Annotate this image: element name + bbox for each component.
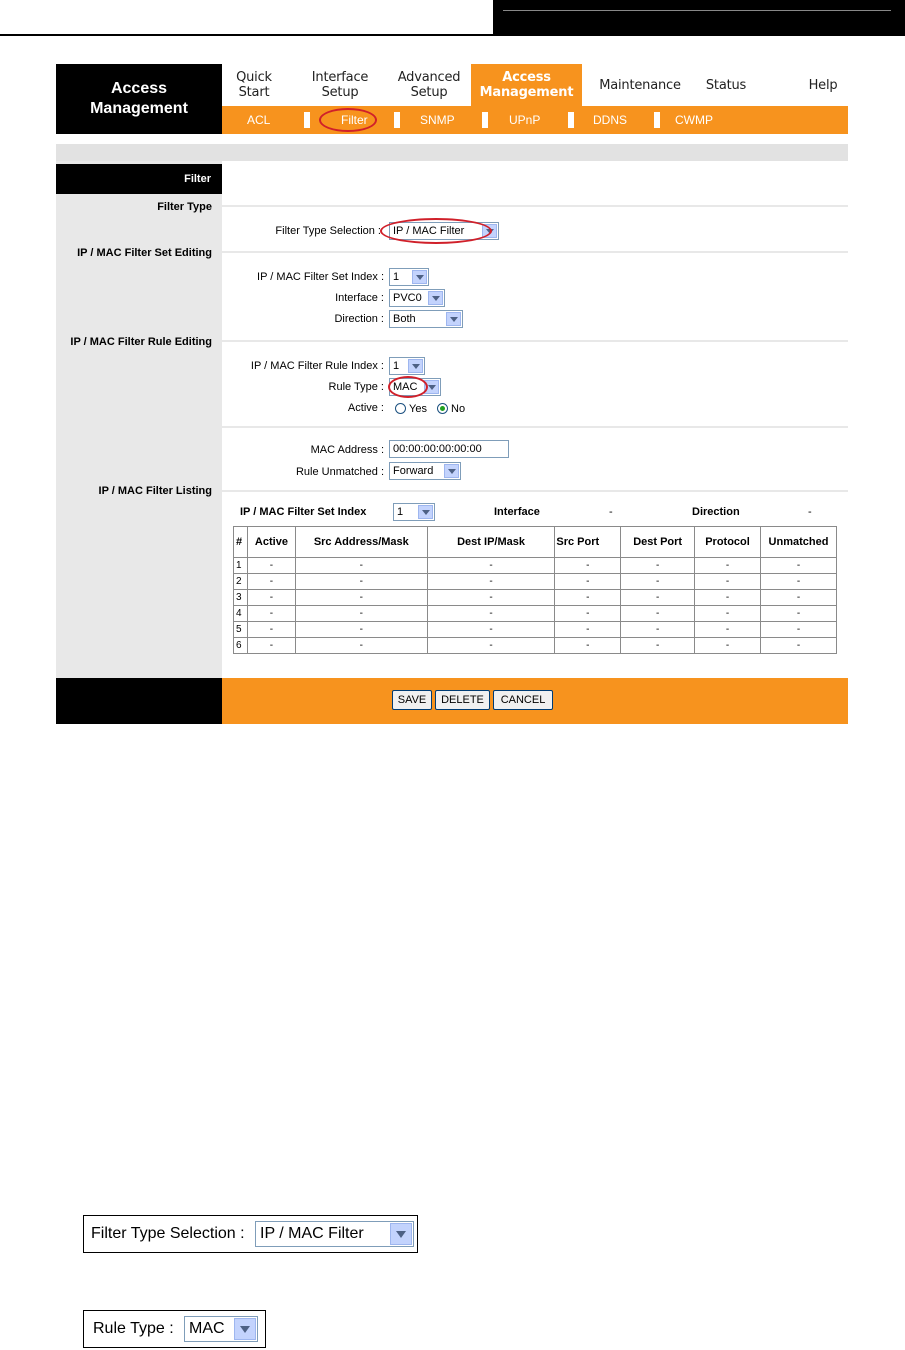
nav-maintenance[interactable]: Maintenance — [599, 78, 681, 93]
table-cell: - — [295, 590, 427, 606]
brand-line-1: Access — [110, 80, 168, 97]
table-cell: - — [295, 558, 427, 574]
top-black-block — [493, 0, 905, 36]
table-cell: - — [247, 590, 295, 606]
col-header: Active — [247, 527, 295, 558]
filter-type-label: Filter Type Selection : — [275, 225, 381, 237]
table-row — [234, 590, 837, 606]
subnav-separator — [654, 112, 660, 128]
chevron-down-icon — [428, 291, 443, 305]
table-cell: - — [621, 558, 695, 574]
table-cell: - — [247, 638, 295, 654]
highlight-oval-filter-type — [380, 218, 492, 244]
table-cell: - — [695, 590, 761, 606]
section-divider — [222, 340, 848, 342]
left-header-filter: Filter — [56, 164, 222, 194]
top-inner-rule — [503, 10, 891, 11]
section-divider — [222, 205, 848, 207]
subnav-snmp[interactable]: SNMP — [420, 113, 455, 127]
table-cell: - — [760, 638, 836, 654]
listing-direction-label: Direction — [692, 506, 740, 518]
table-cell: - — [427, 574, 555, 590]
table-cell: - — [695, 558, 761, 574]
table-cell: 2 — [234, 574, 248, 590]
active-label: Active : — [347, 402, 384, 414]
table-cell: - — [621, 622, 695, 638]
table-cell: - — [621, 638, 695, 654]
nav-advanced-setup[interactable]: Advanced Setup — [397, 70, 461, 100]
brand-line-2: Management — [90, 100, 188, 117]
table-cell: - — [427, 606, 555, 622]
table-cell: 4 — [234, 606, 248, 622]
col-header: Protocol — [695, 527, 761, 558]
table-cell: - — [760, 622, 836, 638]
callout-rule-type-label: Rule Type : — [93, 1320, 174, 1337]
router-ui — [56, 64, 848, 724]
chevron-down-icon — [446, 312, 461, 326]
listing-interface-label: Interface — [494, 506, 540, 518]
callout-filter-type-label: Filter Type Selection : — [91, 1225, 245, 1242]
active-yes-label: Yes — [409, 403, 427, 415]
table-cell: - — [247, 558, 295, 574]
table-cell: 3 — [234, 590, 248, 606]
table-cell: - — [247, 622, 295, 638]
table-cell: - — [760, 574, 836, 590]
filter-listing-table — [233, 526, 837, 654]
table-cell: - — [427, 590, 555, 606]
chevron-down-icon — [418, 505, 433, 519]
chevron-down-icon — [234, 1318, 256, 1340]
section-divider — [222, 490, 848, 492]
listing-set-index-label: IP / MAC Filter Set Index — [240, 506, 367, 518]
subnav-filter[interactable]: Filter — [341, 113, 368, 127]
section-divider — [222, 251, 848, 253]
brand-title — [56, 64, 222, 134]
table-cell: - — [555, 590, 621, 606]
active-no-radio[interactable] — [437, 403, 448, 414]
rule-type-select[interactable]: MAC — [389, 378, 441, 396]
table-cell: - — [695, 638, 761, 654]
table-cell: - — [621, 606, 695, 622]
table-cell: - — [295, 638, 427, 654]
section-divider — [222, 426, 848, 428]
active-no-label: No — [451, 403, 466, 415]
col-header: Dest Port — [621, 527, 695, 558]
filter-type-select[interactable]: IP / MAC Filter — [389, 222, 499, 240]
table-header-row — [234, 527, 837, 558]
table-cell: - — [555, 622, 621, 638]
table-row — [234, 574, 837, 590]
table-cell: - — [427, 638, 555, 654]
chevron-down-icon — [390, 1223, 412, 1245]
mac-address-input[interactable]: 00:00:00:00:00:00 — [389, 440, 509, 458]
subnav-ddns[interactable]: DDNS — [593, 113, 628, 127]
callout-rule-type-select: MAC — [184, 1316, 258, 1342]
table-cell: - — [555, 574, 621, 590]
table-cell: 6 — [234, 638, 248, 654]
listing-direction-value: - — [808, 506, 812, 518]
subnav-separator — [482, 112, 488, 128]
save-button[interactable]: SAVE — [392, 690, 432, 710]
table-cell: - — [555, 638, 621, 654]
table-cell: - — [295, 606, 427, 622]
table-row — [234, 638, 837, 654]
col-header: Unmatched — [760, 527, 836, 558]
chevron-down-icon — [408, 359, 423, 373]
table-cell: - — [247, 574, 295, 590]
delete-button[interactable]: DELETE — [435, 690, 490, 710]
mac-address-label: MAC Address : — [310, 444, 384, 456]
nav-status[interactable]: Status — [705, 78, 747, 93]
subnav-separator — [304, 112, 310, 128]
table-row — [234, 558, 837, 574]
spacer-bar — [56, 144, 848, 161]
section-listing: IP / MAC Filter Listing — [98, 485, 212, 497]
table-cell: - — [247, 606, 295, 622]
table-cell: - — [760, 590, 836, 606]
subnav-acl[interactable]: ACL — [247, 113, 271, 127]
highlight-oval-rule-type — [388, 376, 428, 398]
section-filter-type: Filter Type — [157, 201, 212, 213]
table-cell: - — [621, 574, 695, 590]
table-cell: - — [295, 574, 427, 590]
listing-set-index-select[interactable]: 1 — [393, 503, 435, 521]
set-index-select[interactable]: 1 — [389, 268, 429, 286]
rule-type-label: Rule Type : — [328, 381, 384, 393]
subnav-separator — [394, 112, 400, 128]
sub-nav — [222, 106, 848, 134]
callout-filter-type — [83, 1215, 418, 1253]
callout-rule-type — [83, 1310, 266, 1348]
section-rule-editing: IP / MAC Filter Rule Editing — [70, 336, 212, 348]
table-cell: - — [695, 606, 761, 622]
direction-label: Direction : — [334, 313, 384, 325]
nav-interface-setup[interactable]: Interface Setup — [311, 70, 369, 100]
col-header: Src Port — [555, 527, 621, 558]
table-cell: - — [760, 606, 836, 622]
table-cell: - — [760, 558, 836, 574]
chevron-down-icon — [444, 464, 459, 478]
nav-quick-start[interactable]: Quick Start — [236, 70, 272, 100]
subnav-upnp[interactable]: UPnP — [509, 113, 541, 127]
active-yes-radio[interactable] — [395, 403, 406, 414]
section-set-editing: IP / MAC Filter Set Editing — [77, 247, 212, 259]
set-index-label: IP / MAC Filter Set Index : — [257, 271, 384, 283]
table-cell: - — [427, 622, 555, 638]
main-nav — [222, 64, 848, 106]
table-cell: - — [695, 574, 761, 590]
rule-index-label: IP / MAC Filter Rule Index : — [250, 360, 384, 372]
col-header: # — [234, 527, 248, 558]
table-cell: - — [427, 558, 555, 574]
table-cell: 5 — [234, 622, 248, 638]
table-row — [234, 606, 837, 622]
col-header: Src Address/Mask — [295, 527, 427, 558]
table-row — [234, 622, 837, 638]
rule-unmatched-select[interactable]: Forward — [389, 462, 461, 480]
listing-interface-value: - — [609, 506, 613, 518]
cancel-button[interactable]: CANCEL — [493, 690, 553, 710]
table-cell: - — [295, 622, 427, 638]
table-cell: 1 — [234, 558, 248, 574]
direction-select[interactable]: Both — [389, 310, 463, 328]
table-cell: - — [555, 558, 621, 574]
chevron-down-icon — [412, 270, 427, 284]
footer-left — [56, 678, 222, 724]
subnav-separator — [568, 112, 574, 128]
highlight-oval-filter — [319, 108, 377, 132]
nav-help[interactable]: Help — [808, 78, 838, 93]
table-cell: - — [621, 590, 695, 606]
table-cell: - — [555, 606, 621, 622]
interface-select[interactable]: PVC0 — [389, 289, 445, 307]
interface-label: Interface : — [335, 292, 384, 304]
rule-index-select[interactable]: 1 — [389, 357, 425, 375]
table-cell: - — [695, 622, 761, 638]
subnav-cwmp[interactable]: CWMP — [675, 113, 713, 127]
callout-filter-type-select: IP / MAC Filter — [255, 1221, 414, 1247]
left-column — [56, 161, 222, 678]
nav-access-management[interactable]: Access Management — [471, 64, 582, 106]
col-header: Dest IP/Mask — [427, 527, 555, 558]
rule-unmatched-label: Rule Unmatched : — [295, 466, 384, 478]
